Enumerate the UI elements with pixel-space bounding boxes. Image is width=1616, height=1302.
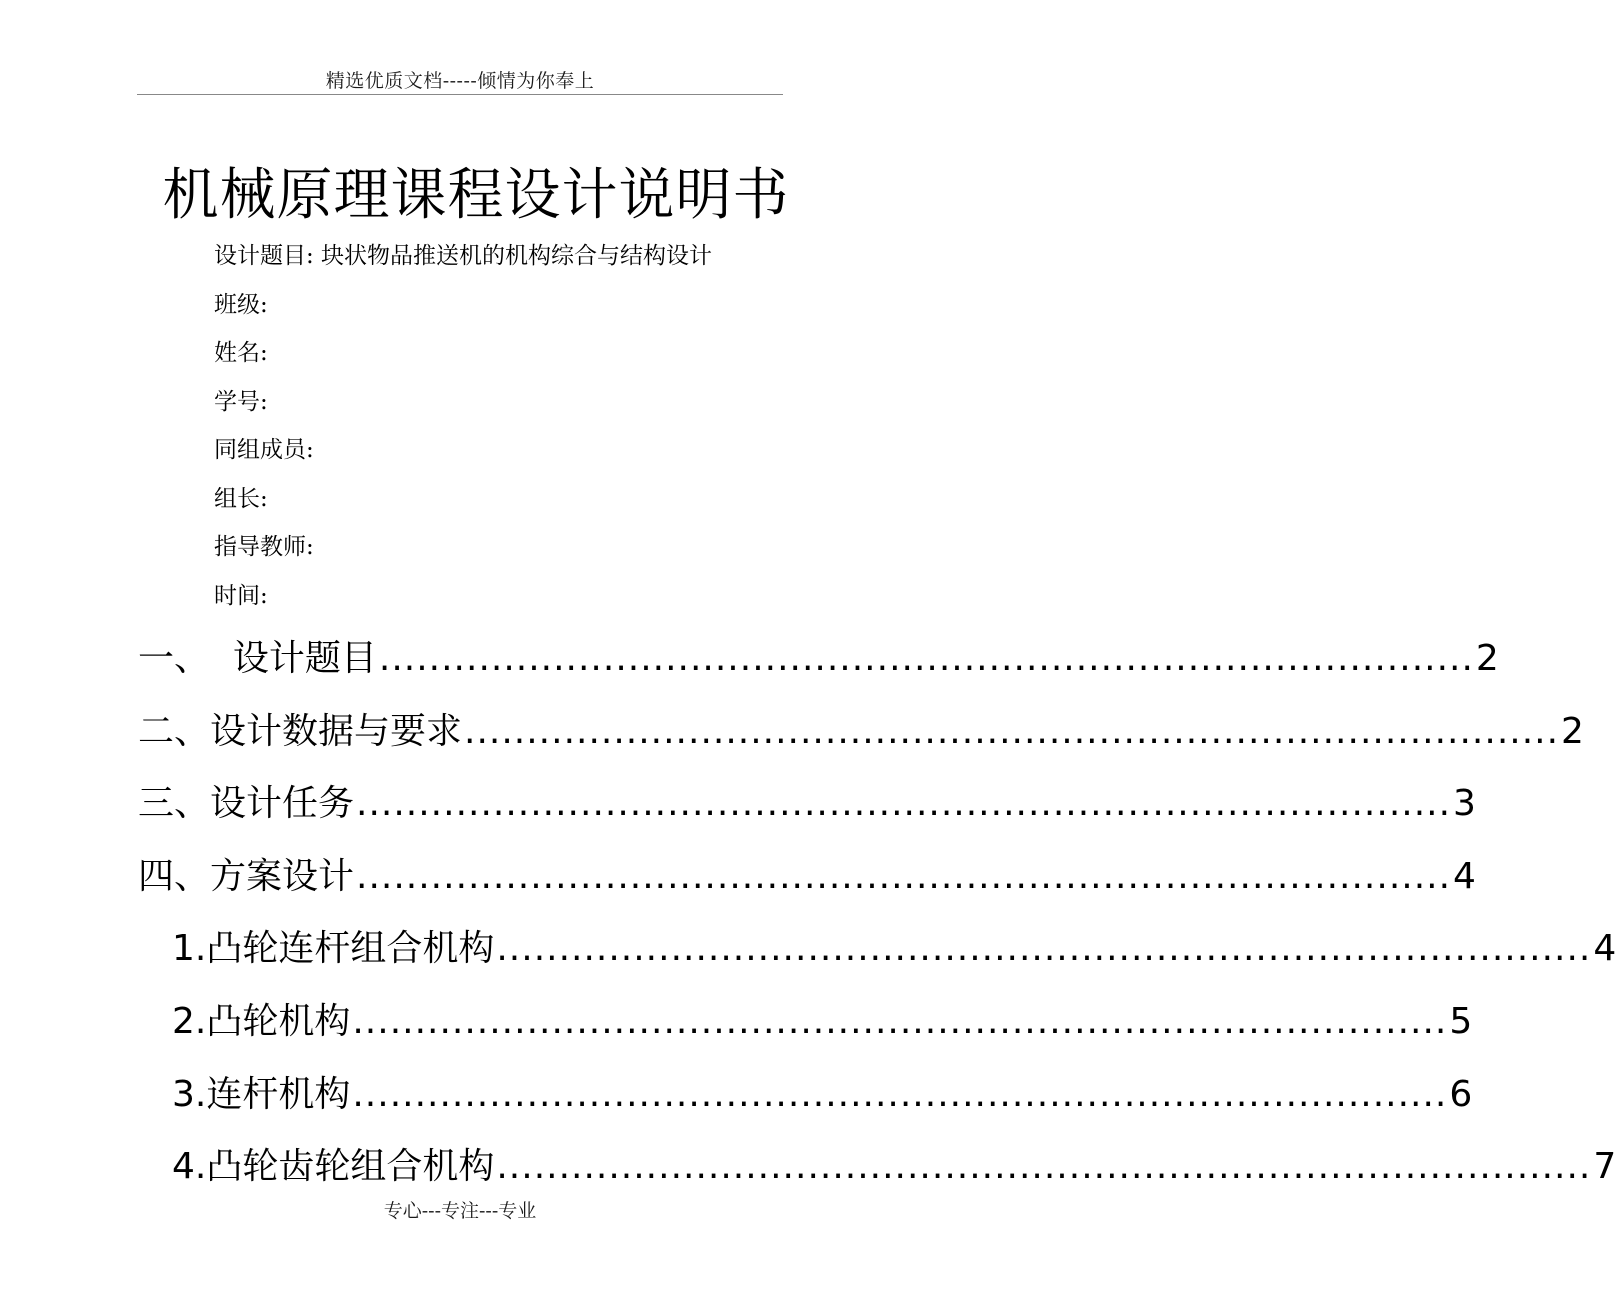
toc-leader-dots: ........................................................................................ bbox=[356, 855, 1452, 897]
header-divider bbox=[137, 94, 783, 95]
toc-entry[interactable] bbox=[138, 772, 1476, 845]
class-field: 班级: bbox=[214, 291, 268, 318]
toc-entry[interactable] bbox=[138, 845, 1476, 918]
student-id-field: 学号: bbox=[214, 388, 268, 415]
cover-info-block bbox=[214, 238, 814, 626]
toc-leader-dots: ........................................................................................ bbox=[356, 783, 1452, 825]
toc-entry-label: 1.凸轮连杆组合机构 bbox=[172, 928, 495, 970]
toc-page-number: 3 bbox=[1453, 783, 1476, 825]
toc-entry-label: 一、 设计题目 bbox=[138, 638, 377, 679]
toc-leader-dots: ........................................................................................ bbox=[496, 1146, 1592, 1188]
group-members-field: 同组成员: bbox=[214, 437, 314, 463]
toc-leader-dots: ........................................................................................ bbox=[378, 638, 1474, 679]
design-topic-line: 设计题目: 块状物品推送机的机构综合与结构设计 bbox=[214, 243, 713, 269]
toc-leader-dots: ........................................................................................ bbox=[352, 1000, 1448, 1042]
toc-entry-label: 2.凸轮机构 bbox=[172, 1000, 351, 1042]
toc-leader-dots: ........................................................................................ bbox=[496, 928, 1592, 970]
page-header: 精选优质文档-----倾情为你奉上 bbox=[325, 70, 595, 92]
document-title: 机械原理课程设计说明书 bbox=[162, 163, 790, 228]
table-of-contents bbox=[138, 627, 1616, 1208]
toc-entry[interactable] bbox=[138, 700, 1584, 773]
toc-entry[interactable] bbox=[138, 627, 1499, 700]
toc-leader-dots: ........................................................................................ bbox=[352, 1073, 1448, 1115]
toc-entry-label: 三、设计任务 bbox=[138, 783, 355, 825]
toc-subentry[interactable] bbox=[138, 917, 1616, 990]
toc-entry-label: 3.连杆机构 bbox=[172, 1073, 351, 1115]
advisor-field: 指导教师: bbox=[214, 534, 314, 560]
toc-page-number: 4 bbox=[1453, 855, 1476, 897]
toc-subentry[interactable] bbox=[138, 990, 1473, 1063]
page-footer: 专心---专注---专业 bbox=[383, 1200, 537, 1222]
toc-entry-label: 二、设计数据与要求 bbox=[138, 710, 463, 752]
date-field: 时间: bbox=[214, 582, 268, 609]
toc-page-number: 2 bbox=[1475, 638, 1499, 679]
toc-entry-label: 四、方案设计 bbox=[138, 855, 355, 897]
toc-subentry[interactable] bbox=[138, 1063, 1473, 1136]
toc-page-number: 7 bbox=[1593, 1146, 1616, 1188]
toc-entry-label: 4.凸轮齿轮组合机构 bbox=[172, 1146, 495, 1188]
toc-page-number: 2 bbox=[1561, 710, 1584, 752]
toc-page-number: 4 bbox=[1593, 928, 1616, 970]
toc-page-number: 5 bbox=[1449, 1000, 1473, 1042]
group-leader-field: 组长: bbox=[214, 485, 268, 512]
toc-leader-dots: ........................................................................................ bbox=[464, 710, 1560, 752]
name-field: 姓名: bbox=[214, 340, 268, 366]
toc-page-number: 6 bbox=[1449, 1073, 1473, 1115]
